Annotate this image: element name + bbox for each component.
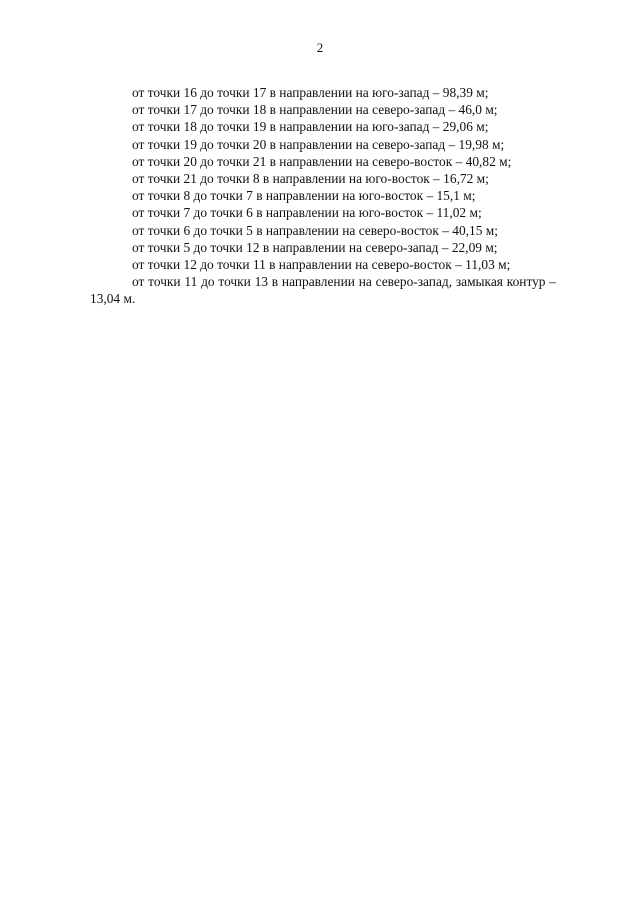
paragraph-8: от точки 7 до точки 6 в направлении на юго-восток – 11,02 м; <box>132 205 482 221</box>
paragraph-2: от точки 17 до точки 18 в направлении на северо-запад – 46,0 м; <box>132 102 498 118</box>
paragraph-1: от точки 16 до точки 17 в направлении на юго-запад – 98,39 м; <box>132 85 489 100</box>
page-number: 2 <box>316 40 324 55</box>
paragraph-12: от точки 11 до точки 13 в направлении на северо-запад, замыкая контур – 13,04 м. <box>90 274 556 307</box>
paragraph-7: от точки 8 до точки 7 в направлении на юго-восток – 15,1 м; <box>132 188 476 204</box>
paragraph-10: от точки 5 до точки 12 в направлении на северо-запад – 22,09 м; <box>132 239 498 255</box>
boundary-description <box>90 84 556 308</box>
paragraph-3: от точки 18 до точки 19 в направлении на юго-запад – 29,06 м; <box>132 119 489 135</box>
paragraph-11: от точки 12 до точки 11 в направлении на северо-восток – 11,03 м; <box>132 257 511 273</box>
paragraph-6: от точки 21 до точки 8 в направлении на юго-восток – 16,72 м; <box>132 171 489 187</box>
paragraph-4: от точки 19 до точки 20 в направлении на северо-запад – 19,98 м; <box>132 136 505 152</box>
paragraph-5: от точки 20 до точки 21 в направлении на северо-восток – 40,82 м; <box>132 153 512 169</box>
paragraph-9: от точки 6 до точки 5 в направлении на северо-восток – 40,15 м; <box>132 222 498 238</box>
